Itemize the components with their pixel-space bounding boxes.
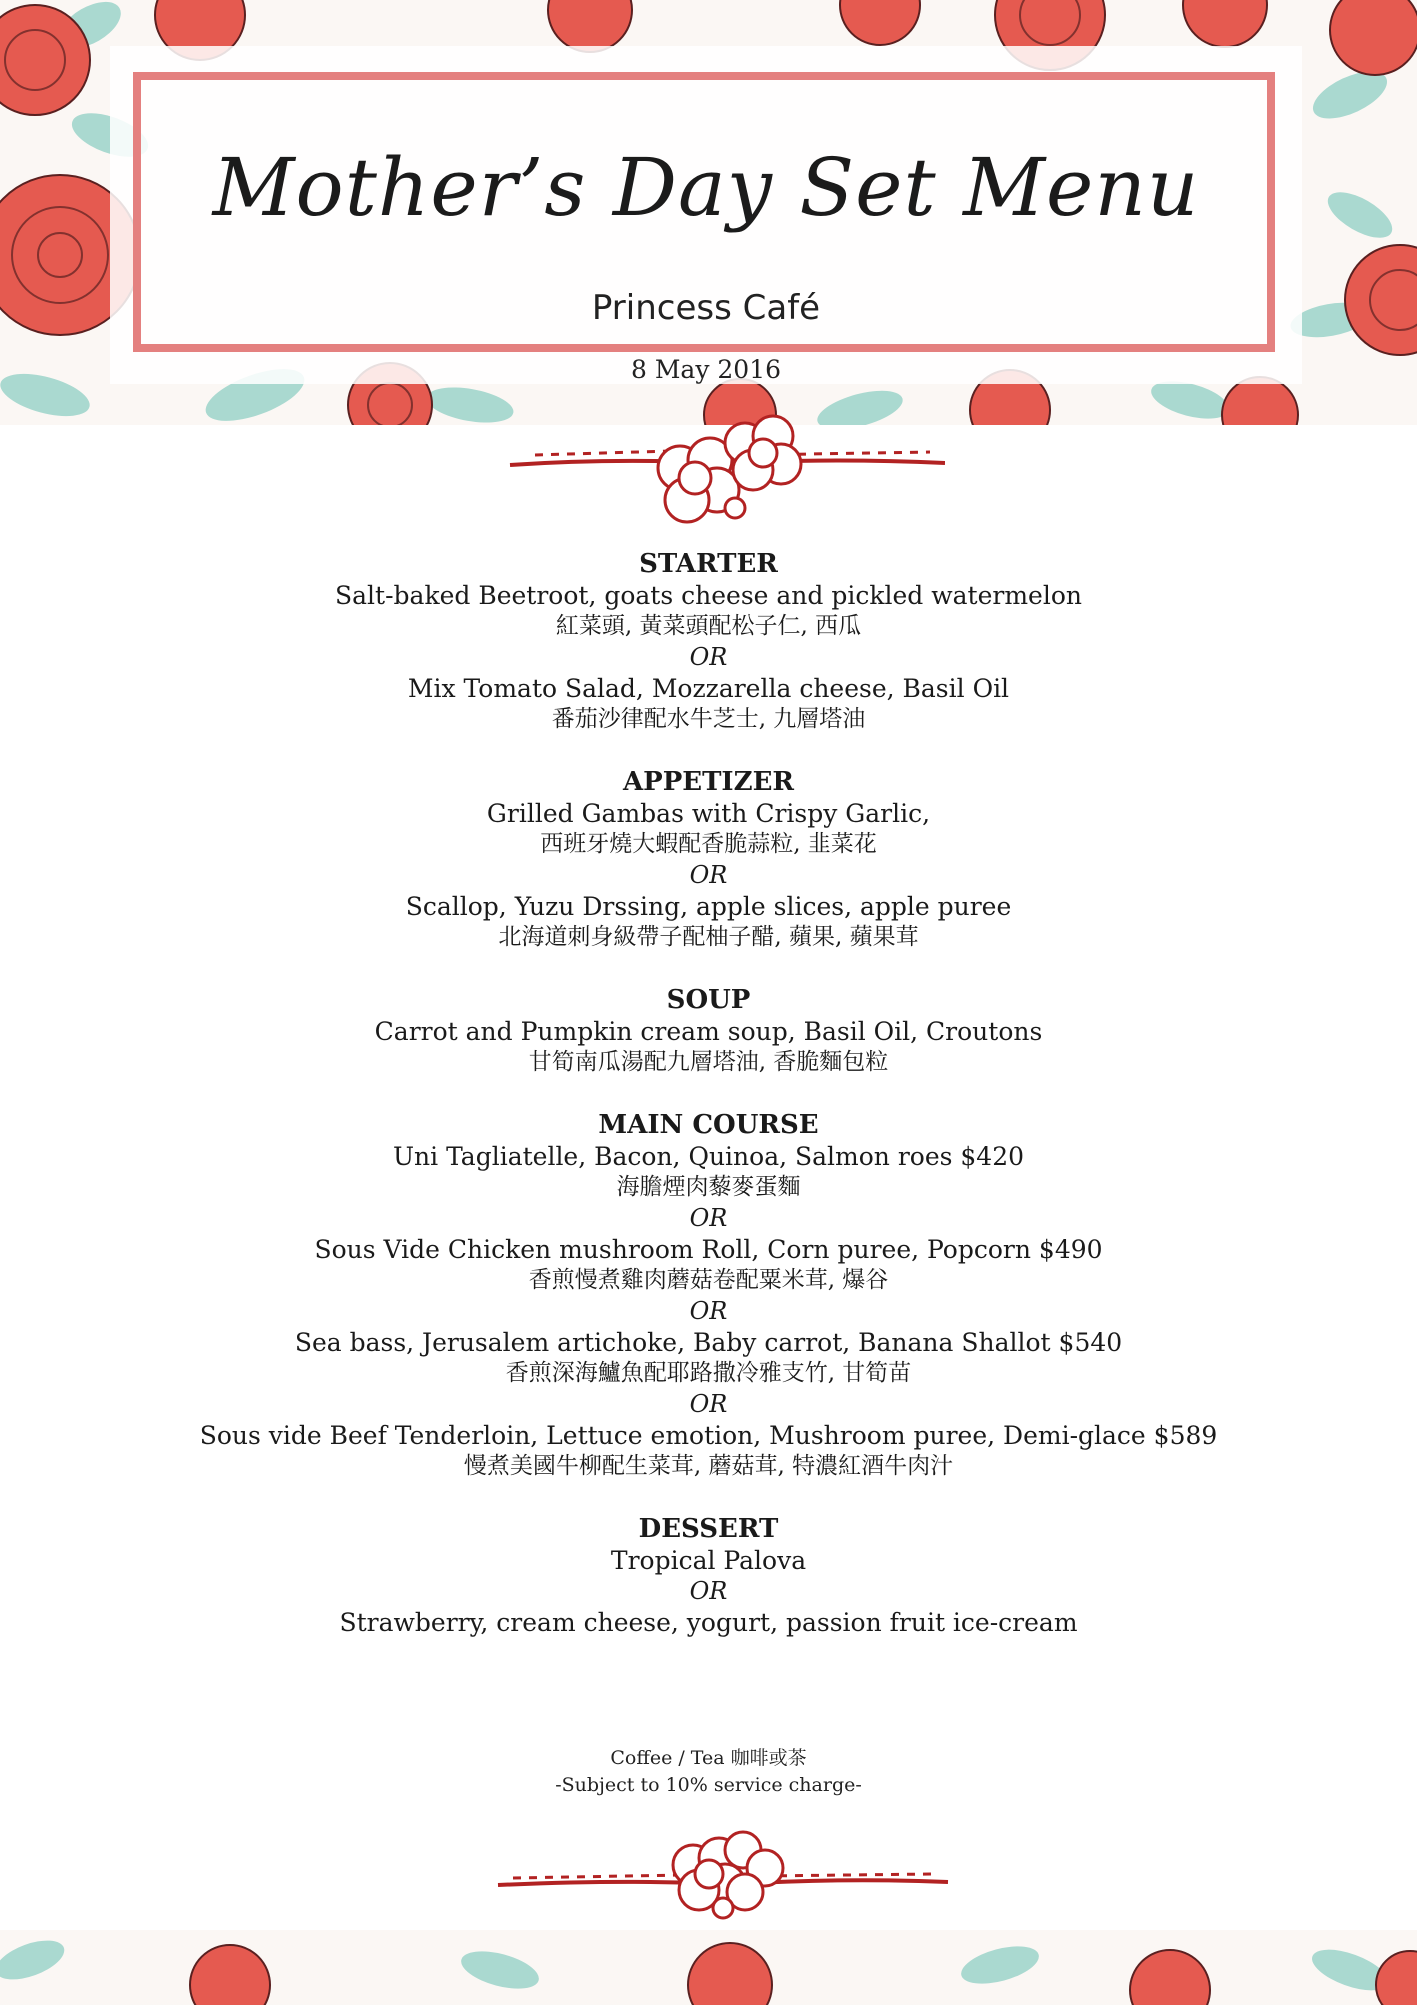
or-separator: OR bbox=[689, 1390, 728, 1418]
dish-name: Grilled Gambas with Crispy Garlic, bbox=[486, 799, 931, 828]
menu-footer bbox=[0, 1745, 1417, 1799]
page-title: Mother’s Day Set Menu bbox=[212, 141, 1200, 234]
or-separator: OR bbox=[689, 1577, 728, 1605]
menu-section-main-course bbox=[0, 1110, 1417, 1482]
menu-section-starter bbox=[0, 549, 1417, 735]
dish-chinese-name: 紅菜頭, 黃菜頭配松子仁, 西瓜 bbox=[555, 613, 862, 639]
or-separator: OR bbox=[689, 643, 728, 671]
section-heading: APPETIZER bbox=[622, 767, 794, 797]
menu-date: 8 May 2016 bbox=[630, 355, 782, 384]
dish-chinese-name: 西班牙燒大蝦配香脆蒜粒, 韭菜花 bbox=[540, 831, 877, 857]
menu-section-appetizer bbox=[0, 767, 1417, 953]
or-separator: OR bbox=[689, 1297, 728, 1325]
rose-pattern-icon bbox=[0, 1930, 1417, 2005]
section-heading: DESSERT bbox=[638, 1514, 779, 1544]
dish-name: Uni Tagliatelle, Bacon, Quinoa, Salmon roes $420 bbox=[392, 1142, 1025, 1171]
dish-chinese-name: 番茄沙律配水牛芝士, 九層塔油 bbox=[551, 706, 866, 732]
or-separator: OR bbox=[689, 1204, 728, 1232]
dish-name: Sea bass, Jerusalem artichoke, Baby carrot, Banana Shallot $540 bbox=[294, 1328, 1123, 1357]
dish-chinese-name: 甘筍南瓜湯配九層塔油, 香脆麵包粒 bbox=[528, 1049, 889, 1075]
section-heading: STARTER bbox=[639, 549, 778, 579]
dish-name: Strawberry, cream cheese, yogurt, passion fruit ice-cream bbox=[339, 1608, 1078, 1637]
beverage-note: Coffee / Tea 咖啡或茶 bbox=[610, 1747, 807, 1769]
dish-name: Scallop, Yuzu Drssing, apple slices, apple puree bbox=[405, 892, 1012, 921]
dish-chinese-name: 慢煮美國牛柳配生菜茸, 蘑菇茸, 特濃紅酒牛肉汁 bbox=[463, 1453, 954, 1479]
menu-section-dessert bbox=[0, 1514, 1417, 1638]
dish-name: Salt-baked Beetroot, goats cheese and pickled watermelon bbox=[335, 581, 1082, 610]
title-card bbox=[110, 46, 1302, 384]
menu-section-soup bbox=[0, 985, 1417, 1078]
dish-chinese-name: 海膽煙肉藜麥蛋麵 bbox=[616, 1174, 801, 1200]
floral-divider-icon bbox=[493, 1820, 953, 1920]
dish-name: Sous vide Beef Tenderloin, Lettuce emotion, Mushroom puree, Demi-glace $589 bbox=[199, 1421, 1218, 1450]
venue-name: Princess Café bbox=[591, 288, 821, 328]
dish-name: Tropical Palova bbox=[610, 1546, 807, 1575]
section-heading: SOUP bbox=[666, 985, 751, 1015]
floral-divider-icon bbox=[505, 408, 945, 526]
dish-name: Carrot and Pumpkin cream soup, Basil Oil, Croutons bbox=[374, 1017, 1043, 1046]
service-charge-note: -Subject to 10% service charge- bbox=[555, 1774, 862, 1796]
dish-chinese-name: 香煎深海鱸魚配耶路撒冷雅支竹, 甘筍苗 bbox=[505, 1360, 912, 1386]
dish-chinese-name: 北海道刺身級帶子配柚子醋, 蘋果, 蘋果茸 bbox=[498, 924, 919, 950]
dish-name: Mix Tomato Salad, Mozzarella cheese, Basil Oil bbox=[407, 674, 1010, 703]
menu-body bbox=[0, 549, 1417, 1670]
or-separator: OR bbox=[689, 861, 728, 889]
section-heading: MAIN COURSE bbox=[598, 1110, 819, 1140]
dish-name: Sous Vide Chicken mushroom Roll, Corn puree, Popcorn $490 bbox=[314, 1235, 1103, 1264]
dish-chinese-name: 香煎慢煮雞肉蘑菇卷配粟米茸, 爆谷 bbox=[528, 1267, 889, 1293]
floral-footer-background bbox=[0, 1930, 1417, 2005]
